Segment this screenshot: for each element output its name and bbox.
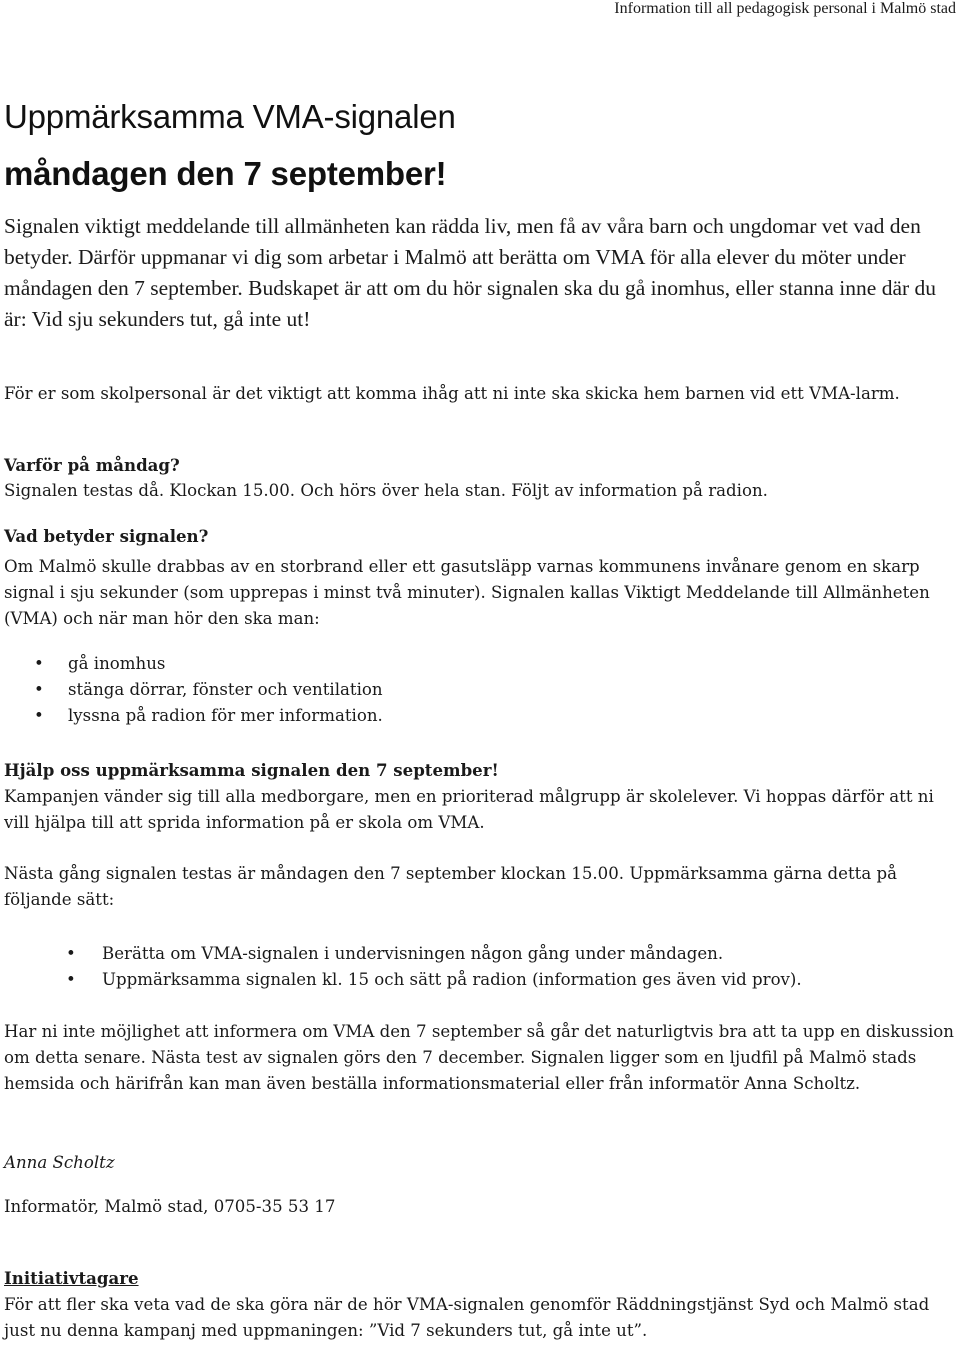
list-item <box>4 703 383 729</box>
list-item <box>4 651 383 677</box>
initiative-paragraph: För att fler ska veta vad de ska göra när de hör VMA-signalen genomför Räddningstjänst Syd och Malmö stad just nu denna kampanj med uppmaningen: ”Vid 7 sekunders tut, gå inte ut”. <box>4 1295 930 1340</box>
staff-note-paragraph: För er som skolpersonal är det viktigt att komma ihåg att ni inte ska skicka hem barnen vid ett VMA-larm. <box>4 384 900 403</box>
next-test-bullet-list <box>4 941 802 993</box>
help-paragraph: Kampanjen vänder sig till alla medborgare, men en prioriterad målgrupp är skolelever. Vi hoppas därför att ni vill hjälpa till att sprida information på er skola om VMA. <box>4 787 934 832</box>
list-item <box>4 941 802 967</box>
list-item-text: Uppmärksamma signalen kl. 15 och sätt på radion (information ges även vid prov). <box>102 970 802 989</box>
page-title-line-2: måndagen den 7 september! <box>4 155 447 192</box>
bullet-icon: • <box>34 706 44 725</box>
help-heading: Hjälp oss uppmärksamma signalen den 7 september! <box>4 760 499 780</box>
meaning-paragraph: Om Malmö skulle drabbas av en storbrand eller ett gasutsläpp varnas kommunens invånare genom en skarp signal i sju sekunder (som upprepas i minst två minuter). Signalen kallas Viktigt Meddelande till Allmänheten (VMA) och när man hör den ska man: <box>4 557 930 628</box>
why-monday-heading: Varför på måndag? <box>4 455 180 475</box>
running-header: Information till all pedagogisk personal i Malmö stad <box>614 0 956 17</box>
list-item-text: gå inomhus <box>68 654 166 673</box>
list-item <box>4 967 802 993</box>
signature-name: Anna Scholtz <box>4 1153 115 1172</box>
list-item-text: lyssna på radion för mer information. <box>68 706 383 725</box>
page-title-line-1: Uppmärksamma VMA-signalen <box>4 98 456 135</box>
next-test-paragraph: Nästa gång signalen testas är måndagen den 7 september klockan 15.00. Uppmärksamma gärna detta på följande sätt: <box>4 864 897 909</box>
bullet-icon: • <box>66 970 76 989</box>
signature-contact: Informatör, Malmö stad, 0705-35 53 17 <box>4 1197 336 1216</box>
list-item-text: stänga dörrar, fönster och ventilation <box>68 680 383 699</box>
initiative-heading: Initiativtagare <box>4 1268 139 1288</box>
intro-paragraph: Signalen viktigt meddelande till allmänheten kan rädda liv, men få av våra barn och ungdomar vet vad den betyder. Därför uppmanar vi dig som arbetar i Malmö att berätta om VMA för alla elever du möter under måndagen den 7 september. Budskapet är att om du hör signalen ska du gå inomhus, eller stanna inne där du är: Vid sju sekunders tut, gå inte ut! <box>4 214 937 331</box>
bullet-icon: • <box>34 680 44 699</box>
bullet-icon: • <box>34 654 44 673</box>
list-item-text: Berätta om VMA-signalen i undervisningen någon gång under måndagen. <box>102 944 724 963</box>
bullet-icon: • <box>66 944 76 963</box>
meaning-heading: Vad betyder signalen? <box>4 526 209 546</box>
later-paragraph: Har ni inte möjlighet att informera om VMA den 7 september så går det naturligtvis bra att ta upp en diskussion om detta senare. Nästa test av signalen görs den 7 december. Signalen ligger som en ljudfil på Malmö stads hemsida och härifrån kan man även beställa informationsmaterial eller från informatör Anna Scholtz. <box>4 1022 954 1093</box>
list-item <box>4 677 383 703</box>
why-monday-paragraph: Signalen testas då. Klockan 15.00. Och hörs över hela stan. Följt av information på radion. <box>4 481 768 500</box>
meaning-bullet-list <box>4 651 383 729</box>
